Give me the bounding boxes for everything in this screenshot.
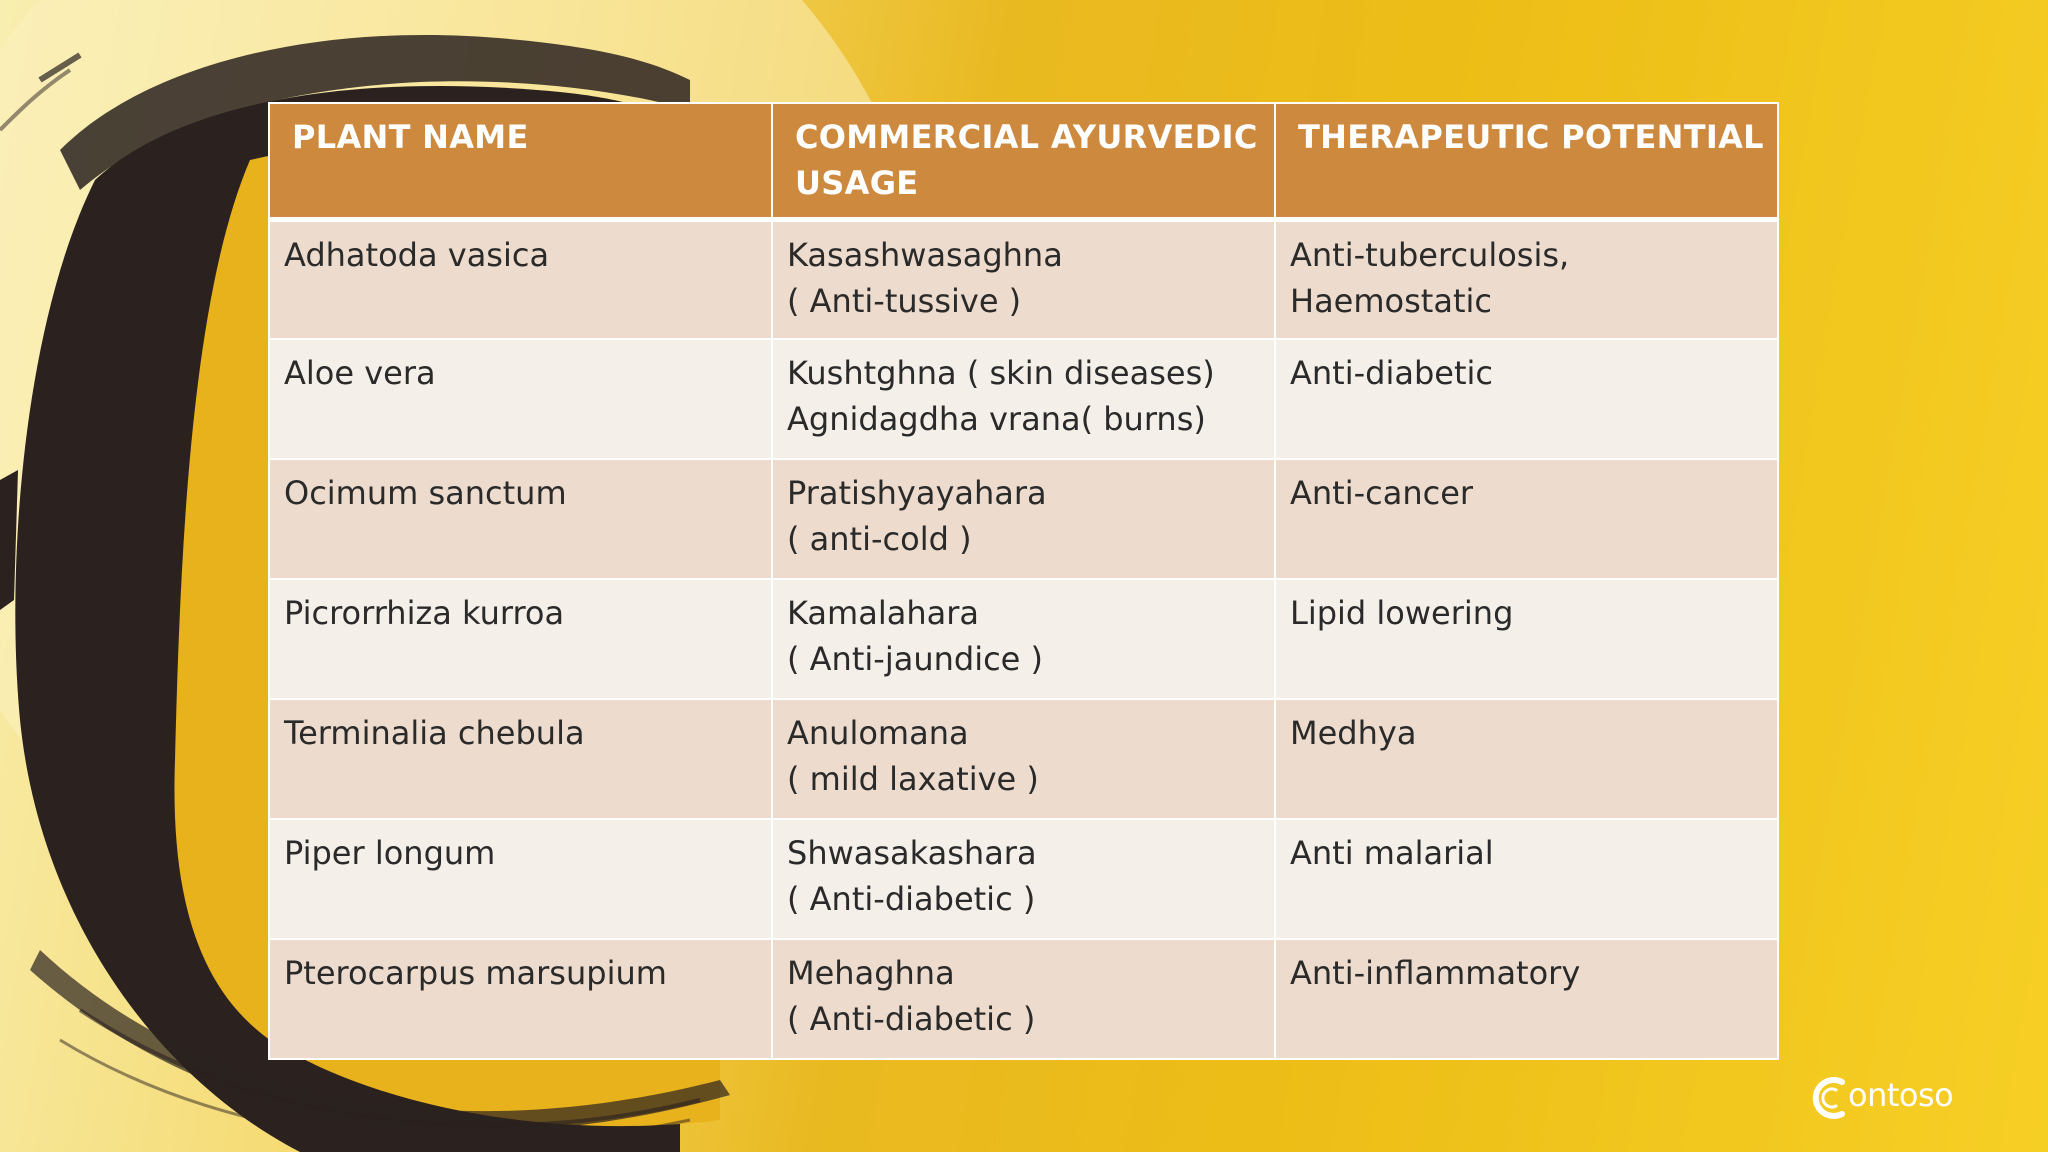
plant-name-text: Terminalia chebula	[284, 714, 585, 752]
usage-text-line: ( Anti-diabetic )	[787, 1000, 1036, 1038]
cell-commercial-usage	[772, 339, 1275, 459]
usage-text-line: ( Anti-tussive )	[787, 281, 1022, 320]
cell-plant-name	[269, 459, 772, 579]
plant-name-text: Pterocarpus marsupium	[284, 954, 667, 992]
table-row	[269, 699, 1778, 819]
usage-text-line: Kamalahara	[787, 594, 979, 632]
usage-text-line: Mehaghna	[787, 954, 955, 992]
cell-commercial-usage	[772, 579, 1275, 699]
header-commercial-usage	[772, 103, 1275, 219]
usage-text-line: Pratishyayahara	[787, 474, 1047, 512]
plant-name-text: Adhatoda vasica	[284, 235, 550, 274]
table-row	[269, 819, 1778, 939]
cell-therapeutic-potential	[1275, 339, 1778, 459]
usage-text-line: ( anti-cold )	[787, 520, 972, 558]
potential-text-line: Medhya	[1290, 714, 1417, 752]
header-therapeutic-potential	[1275, 103, 1778, 219]
usage-text-line: Agnidagdha vrana( burns)	[787, 400, 1206, 438]
plant-name-text: Aloe vera	[284, 354, 436, 392]
usage-text-line: Kasashwasaghna	[787, 235, 1063, 274]
cell-commercial-usage	[772, 459, 1275, 579]
cell-plant-name	[269, 579, 772, 699]
plant-name-text: Piper longum	[284, 834, 496, 872]
table-row	[269, 579, 1778, 699]
table-row	[269, 219, 1778, 339]
usage-text-line: ( mild laxative )	[787, 760, 1039, 798]
potential-text-line: Haemostatic	[1290, 281, 1492, 320]
usage-text-line: Shwasakashara	[787, 834, 1037, 872]
contoso-c-icon	[1808, 1070, 1852, 1126]
header-plant-name	[269, 103, 772, 219]
cell-therapeutic-potential	[1275, 939, 1778, 1059]
cell-therapeutic-potential	[1275, 819, 1778, 939]
cell-plant-name	[269, 339, 772, 459]
contoso-logo	[1808, 1070, 1958, 1126]
ayurvedic-plants-table	[268, 102, 1779, 1060]
potential-text-line: Anti-cancer	[1290, 474, 1474, 512]
usage-text-line: Kushtghna ( skin diseases)	[787, 354, 1215, 392]
cell-plant-name	[269, 699, 772, 819]
cell-commercial-usage	[772, 939, 1275, 1059]
cell-plant-name	[269, 939, 772, 1059]
table-row	[269, 459, 1778, 579]
header-line: THERAPEUTIC POTENTIAL	[1298, 118, 1764, 156]
usage-text-line: Anulomana	[787, 714, 969, 752]
header-line: PLANT NAME	[292, 118, 529, 156]
cell-commercial-usage	[772, 819, 1275, 939]
plant-name-text: Ocimum sanctum	[284, 474, 567, 512]
table-row	[269, 939, 1778, 1059]
potential-text-line: Anti-tuberculosis,	[1290, 235, 1570, 274]
cell-plant-name	[269, 819, 772, 939]
potential-text-line: Anti-diabetic	[1290, 354, 1493, 392]
header-line: USAGE	[795, 164, 919, 202]
usage-text-line: ( Anti-jaundice )	[787, 640, 1044, 678]
potential-text-line: Anti-inflammatory	[1290, 954, 1581, 992]
table-header-row	[269, 103, 1778, 219]
table-body	[269, 219, 1778, 1059]
usage-text-line: ( Anti-diabetic )	[787, 880, 1036, 918]
cell-therapeutic-potential	[1275, 459, 1778, 579]
cell-commercial-usage	[772, 699, 1275, 819]
cell-commercial-usage	[772, 219, 1275, 339]
cell-plant-name	[269, 219, 772, 339]
header-line: COMMERCIAL AYURVEDIC	[795, 118, 1258, 156]
cell-therapeutic-potential	[1275, 699, 1778, 819]
logo-text: ontoso	[1848, 1076, 1954, 1114]
potential-text-line: Lipid lowering	[1290, 594, 1514, 632]
potential-text-line: Anti malarial	[1290, 834, 1494, 872]
cell-therapeutic-potential	[1275, 219, 1778, 339]
cell-therapeutic-potential	[1275, 579, 1778, 699]
plant-name-text: Picrorrhiza kurroa	[284, 594, 565, 632]
table-row	[269, 339, 1778, 459]
